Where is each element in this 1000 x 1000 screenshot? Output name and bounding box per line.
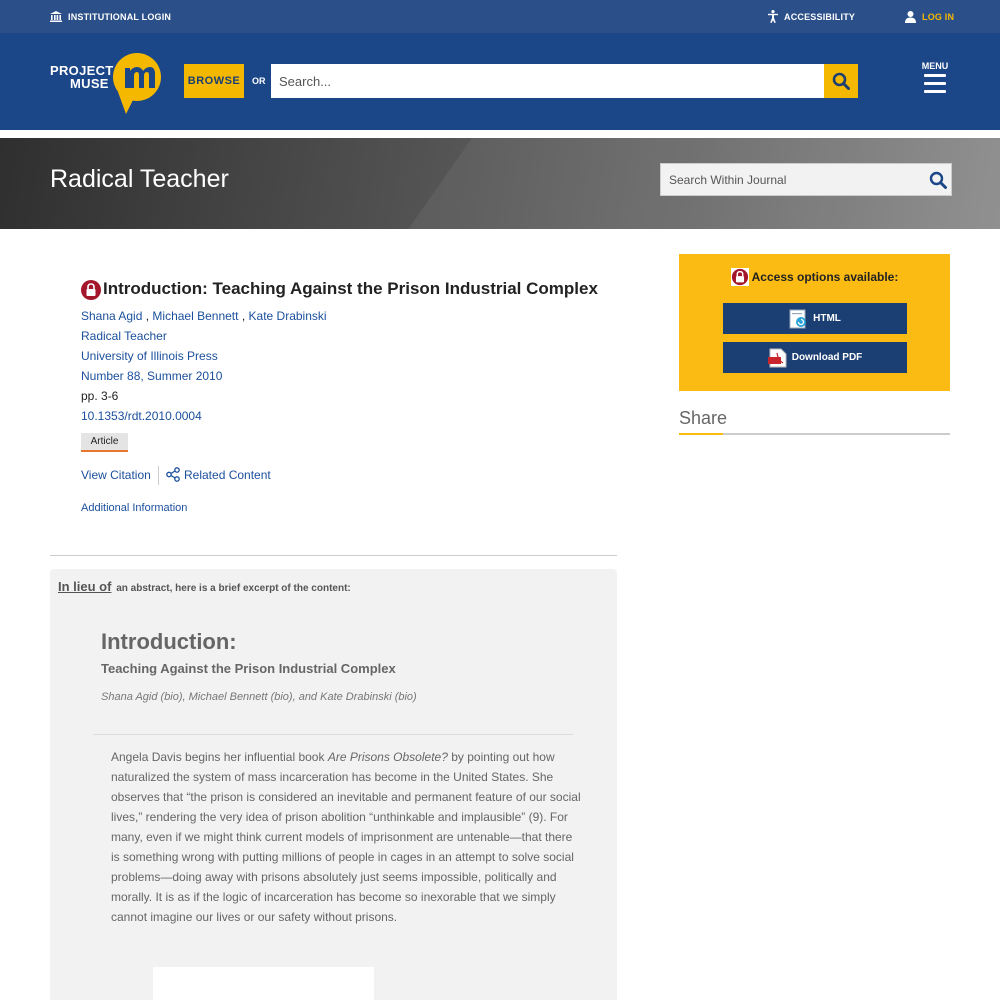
related-content-link[interactable] (166, 467, 271, 482)
browse-button[interactable]: BROWSE (184, 64, 244, 98)
excerpt-body-rest: by pointing out how naturalized the system of mass incarceration has become in the United States. She observes that “the prison is considered an inevitable and permanent feature of our social lives,” rendering the very idea of prison abolition “unthinkable and implausible” (9). For many, even if we might think current models of imprisonment are untenable—that there is something wrong with putting millions of people in cages in an attempt to solve social problems—doing away with prisons absolutely just seems impossible, politically and morally. It is as if the logic of incarceration has become so inexorable that we simply cannot imagine our lives or our safety without prisons. (111, 750, 581, 924)
pdf-button-label: Download PDF (791, 352, 863, 363)
excerpt-lead (58, 579, 351, 594)
login-link[interactable] (905, 0, 954, 33)
author-separator: , (145, 309, 150, 323)
journal-search-input[interactable] (661, 164, 911, 195)
excerpt-book-title: Are Prisons Obsolete? (327, 750, 448, 764)
journal-link[interactable]: Radical Teacher (81, 329, 167, 343)
pdf-file-icon (768, 348, 788, 368)
journal-search-box (660, 163, 952, 196)
author-separator: , (241, 309, 246, 323)
site-header (0, 33, 1000, 130)
excerpt-heading: Introduction: (101, 629, 237, 654)
menu-label: MENU (921, 61, 949, 71)
hamburger-icon (924, 74, 946, 77)
excerpt-body (111, 747, 581, 927)
issue-link[interactable]: Number 88, Summer 2010 (81, 369, 223, 383)
site-search-input[interactable] (271, 64, 824, 98)
menu-button[interactable] (920, 61, 950, 98)
author-link[interactable]: Kate Drabinski (248, 309, 327, 323)
excerpt-panel (50, 569, 617, 1000)
institutional-login-link[interactable] (50, 0, 171, 33)
link-divider (158, 466, 159, 485)
author-list (81, 309, 327, 323)
excerpt-body-start: Angela Davis begins her influential book (111, 750, 328, 764)
html-document-icon (789, 309, 809, 329)
or-label: OR (252, 76, 266, 86)
journal-banner (0, 138, 1000, 229)
access-heading (679, 268, 950, 286)
article-type-badge: Article (81, 433, 128, 452)
muse-m-logo-icon (112, 52, 162, 114)
excerpt-lead-text: an abstract, here is a brief excerpt of the content: (116, 583, 351, 594)
institution-icon (50, 11, 62, 22)
excerpt-image-placeholder (153, 967, 374, 1000)
view-citation-link[interactable]: View Citation (81, 468, 151, 482)
user-icon (905, 11, 916, 23)
author-link[interactable]: Shana Agid (81, 309, 143, 323)
related-content-label: Related Content (184, 467, 271, 482)
access-options-box (679, 254, 950, 391)
page-range: pp. 3-6 (81, 389, 119, 403)
share-heading: Share (679, 408, 728, 428)
html-access-button[interactable] (723, 303, 907, 334)
journal-search-icon[interactable] (929, 171, 947, 189)
search-icon (832, 72, 850, 90)
excerpt-lead-emphasis: In lieu of (58, 579, 112, 594)
additional-information-link[interactable]: Additional Information (81, 502, 188, 514)
institutional-login-label: INSTITUTIONAL LOGIN (68, 11, 172, 22)
journal-title: Radical Teacher (50, 165, 229, 193)
logo-line-2: MUSE (70, 76, 109, 91)
restricted-lock-icon (81, 280, 101, 300)
access-lock-icon (731, 268, 749, 286)
excerpt-rule (93, 734, 573, 735)
project-muse-logo[interactable] (50, 52, 162, 114)
logo-line-1: PROJECT (50, 63, 114, 78)
access-heading-label: Access options available: (751, 270, 899, 284)
html-button-label: HTML (813, 313, 841, 324)
top-utility-bar (0, 0, 1000, 33)
article-title: Introduction: Teaching Against the Prison Industrial Complex (103, 279, 598, 298)
download-pdf-button[interactable] (723, 342, 907, 373)
publisher-link[interactable]: University of Illinois Press (81, 349, 218, 363)
author-link[interactable]: Michael Bennett (152, 309, 239, 323)
share-rule-accent (679, 433, 723, 435)
share-nodes-icon (166, 467, 180, 482)
excerpt-byline: Shana Agid (bio), Michael Bennett (bio), and Kate Drabinski (bio) (101, 691, 417, 703)
accessibility-icon (768, 10, 778, 23)
accessibility-label: ACCESSIBILITY (784, 11, 856, 22)
site-search-button[interactable] (824, 64, 858, 98)
excerpt-subheading: Teaching Against the Prison Industrial Complex (101, 661, 396, 676)
section-divider (50, 555, 617, 556)
logo-wordmark (50, 64, 114, 90)
doi-link[interactable]: 10.1353/rdt.2010.0004 (81, 409, 202, 423)
accessibility-link[interactable] (768, 0, 855, 33)
login-label: LOG IN (922, 11, 955, 22)
